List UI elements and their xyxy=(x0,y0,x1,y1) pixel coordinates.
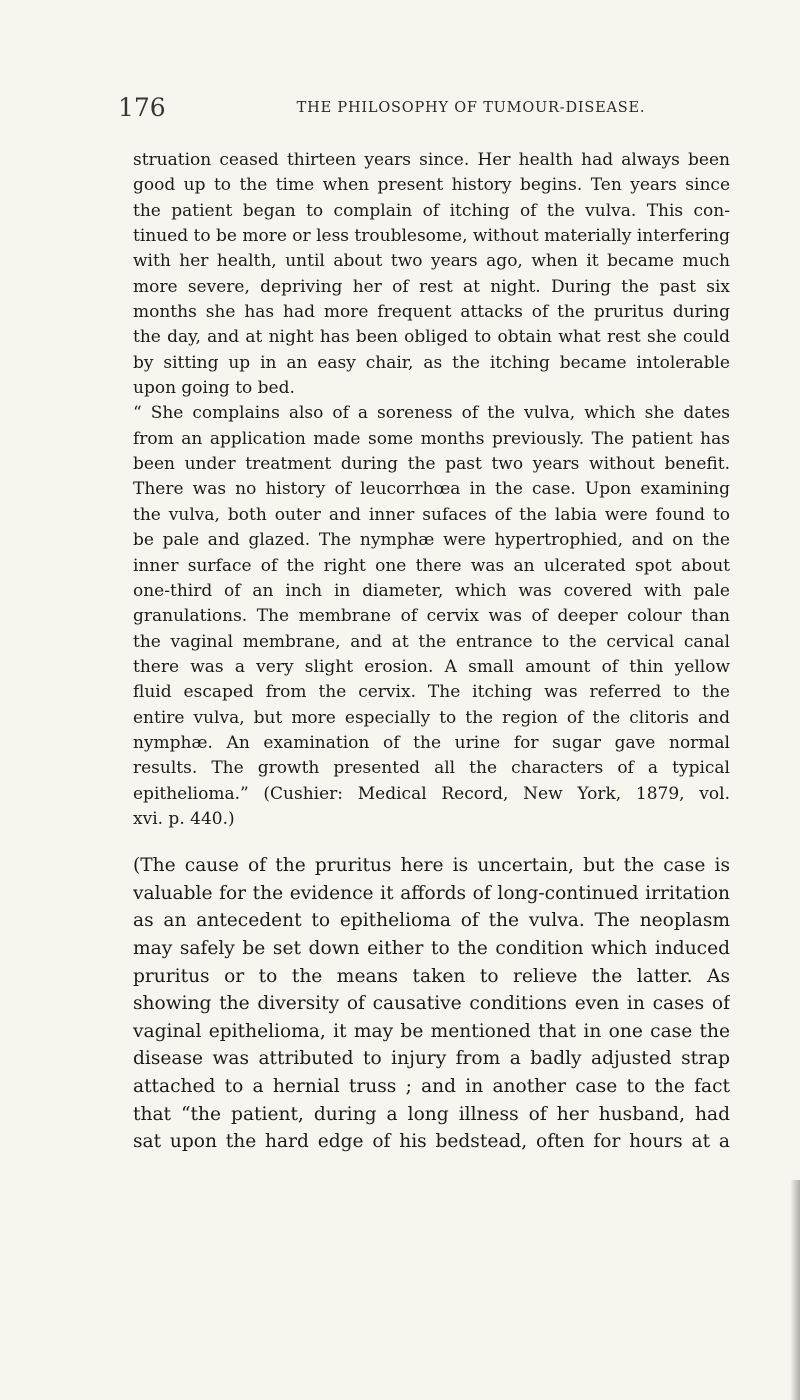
text-line: the vulva, both outer and inner sufaces of the labia were found to xyxy=(133,504,730,525)
page-number: 176 xyxy=(118,93,166,122)
running-head: THE PHILOSOPHY OF TUMOUR-DISEASE. xyxy=(296,100,646,116)
text-line: entire vulva, but more especially to the region of the clitoris and xyxy=(133,707,730,728)
text-line: as an antecedent to epithelioma of the vulva. The neoplasm xyxy=(133,910,730,932)
text-line: be pale and glazed. The nymphæ were hypertrophied, and on the xyxy=(133,530,730,551)
text-line: fluid escaped from the cervix. The itching was referred to the xyxy=(133,682,730,703)
text-line: that “the patient, during a long illness of her husband, had xyxy=(133,1103,730,1125)
text-line: one-third of an inch in diameter, which was covered with pale xyxy=(133,580,730,601)
page-header xyxy=(118,88,738,128)
text-line: attached to a hernial truss ; and in another case to the fact xyxy=(133,1076,730,1098)
text-line: there was a very slight erosion. A small amount of thin yellow xyxy=(133,656,730,677)
text-line: “ She complains also of a soreness of the vulva, which she dates xyxy=(133,403,730,424)
text-line: may safely be set down either to the condition which induced xyxy=(133,938,730,960)
page-edge-shadow xyxy=(790,1180,800,1400)
text-line: showing the diversity of causative conditions even in cases of xyxy=(133,993,730,1015)
text-line: the day, and at night has been obliged to obtain what rest she could xyxy=(133,327,730,348)
text-line: more severe, depriving her of rest at night. During the past six xyxy=(133,276,730,297)
text-line: from an application made some months previously. The patient has xyxy=(133,428,730,449)
text-line: (The cause of the pruritus here is uncertain, but the case is xyxy=(133,855,730,877)
text-line: There was no history of leucorrhœa in the case. Upon examining xyxy=(133,479,730,500)
text-line: vaginal epithelioma, it may be mentioned that in one case the xyxy=(133,1020,730,1042)
text-line: struation ceased thirteen years since. Her health had always been xyxy=(133,150,730,170)
author-commentary xyxy=(133,852,730,1156)
text-line: disease was attributed to injury from a badly adjusted strap xyxy=(133,1048,730,1070)
text-line: granulations. The membrane of cervix was of deeper colour than xyxy=(133,606,730,627)
text-line: months she has had more frequent attacks of the pruritus during xyxy=(133,302,730,323)
text-line: pruritus or to the means taken to relieve the latter. As xyxy=(133,965,730,987)
text-line: upon going to bed. xyxy=(133,378,295,399)
text-line: results. The growth presented all the characters of a typical xyxy=(133,758,730,779)
text-line: inner surface of the right one there was an ulcerated spot about xyxy=(133,555,730,576)
text-line: good up to the time when present history begins. Ten years since xyxy=(133,175,730,196)
text-line: nymphæ. An examination of the urine for sugar gave normal xyxy=(133,732,730,753)
body-text xyxy=(133,148,730,1156)
text-line: by sitting up in an easy chair, as the itching became intolerable xyxy=(133,352,730,373)
text-line: the vaginal membrane, and at the entrance to the cervical canal xyxy=(133,631,730,652)
citation-line: epithelioma.” (Cushier: Medical Record, New York, 1879, vol. xyxy=(133,783,730,804)
text-line: been under treatment during the past two years without benefit. xyxy=(133,454,730,475)
text-line: valuable for the evidence it affords of long-continued irritation xyxy=(133,882,730,904)
text-line: sat upon the hard edge of his bedstead, often for hours at a xyxy=(133,1131,730,1153)
text-line: the patient began to complain of itching of the vulva. This con- xyxy=(133,200,730,221)
quoted-case-report xyxy=(133,148,730,832)
text-line: with her health, until about two years ago, when it became much xyxy=(133,251,730,272)
text-line: tinued to be more or less troublesome, without materially interfering xyxy=(133,226,730,247)
citation-line: xvi. p. 440.) xyxy=(133,808,235,829)
